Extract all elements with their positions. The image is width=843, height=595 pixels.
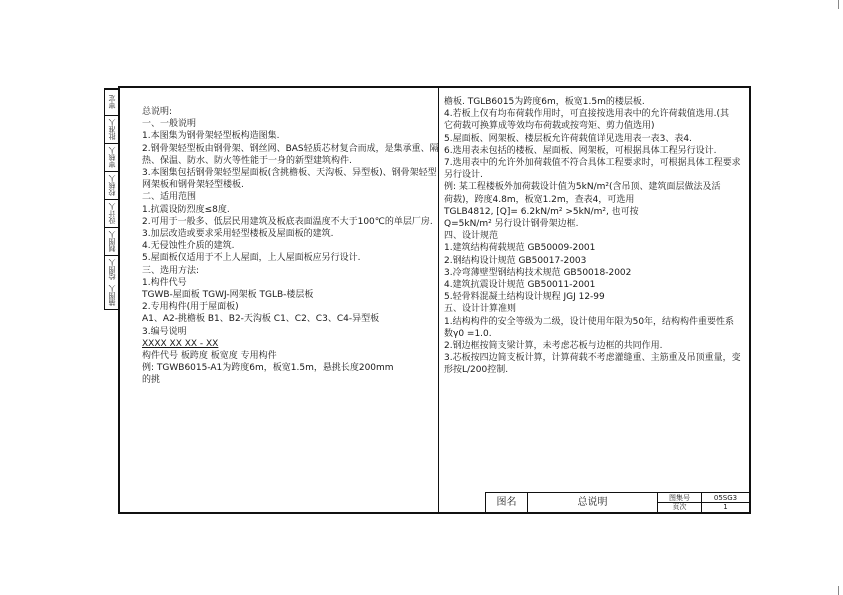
- drawing-name-label: 图名: [486, 493, 528, 512]
- section-title: 一、一般说明: [142, 119, 197, 130]
- text-line: 它荷载可换算成等效均布荷载或按弯矩、剪力值选用): [444, 121, 655, 132]
- text-line: 7.选用表中的允许外加荷载值不符合具体工程要求时，可根据具体工程要求: [444, 158, 741, 169]
- text-line: 2.钢边框按简支梁计算，未考虑芯板与边框的共同作用.: [444, 341, 663, 352]
- text-line: 5.屋面板仅适用于不上人屋面，上人屋面板应另行设计.: [142, 253, 361, 264]
- atlas-number-label: 图集号: [658, 493, 702, 503]
- text-line: 的挑: [142, 375, 161, 386]
- side-cell: 制图人: [105, 227, 119, 255]
- side-cell: 审核人: [105, 143, 119, 171]
- text-line: Q=5kN/m² 另行设计钢骨架边框.: [444, 219, 579, 230]
- code-legend: 构件代号 板跨度 板宽度 专用构件: [142, 351, 277, 362]
- section-title: 三、选用方法:: [142, 265, 200, 276]
- text-line: TGLB4812, [Q]= 6.2kN/m² >5kN/m², 也可按: [444, 206, 639, 217]
- text-line: 2.钢骨架轻型板由钢骨架、钢丝网、BAS轻质芯材复合而成，是集承重、隔: [142, 143, 439, 154]
- text-line: 形按L/200控制.: [444, 365, 509, 376]
- right-column: [444, 96, 741, 377]
- text-line: 另行设计.: [444, 170, 483, 181]
- side-cell: 校核人: [105, 171, 119, 199]
- text-line: 数γ0 =1.0.: [444, 328, 492, 339]
- side-cell: 描图人: [108, 285, 116, 307]
- page-label: 页次: [658, 503, 702, 512]
- text-line: 例: TGWB6015-A1为跨度6m，板宽1.5m，悬挑长度200mm: [142, 363, 394, 374]
- code-line: 5.轻骨料混凝土结构设计规程 JGJ 12-99: [444, 292, 605, 303]
- text-line: 2.专用构件(用于屋面板): [142, 302, 239, 313]
- code-line: 2.钢结构设计规范 GB50017-2003: [444, 255, 587, 266]
- page-value: 1: [723, 503, 728, 511]
- text-line: 2.可用于一般多、低层民用建筑及板底表面温度不大于100℃的单层厂房.: [142, 216, 433, 227]
- text-line: 3.本图集包括钢骨架轻型屋面板(含挑檐板、天沟板、异型板)、钢骨架轻型: [142, 168, 437, 179]
- text-line: 1.构件代号: [142, 277, 187, 288]
- crop-mark: [838, 586, 839, 595]
- text-line: 檐板. TGLB6015为跨度6m，板宽1.5m的楼层板.: [444, 97, 645, 107]
- section-title: 四、设计规范: [444, 231, 499, 242]
- text-line: 3.编号说明: [142, 326, 187, 337]
- text-line: 网架板和钢骨架轻型楼板.: [142, 180, 244, 191]
- text-line: 1.本图集为钢骨架轻型板构造图集.: [142, 131, 280, 142]
- code-line: 4.建筑抗震设计规范 GB50011-2001: [444, 280, 596, 291]
- text-line: 荷载)，跨度4.8m，板宽1.2m，查表4，可选用: [444, 194, 635, 205]
- text-line: 1.抗震设防烈度≤8度.: [142, 204, 230, 215]
- side-cell: 批准人: [105, 115, 119, 143]
- text-line: TGWB-屋面板 TGWJ-网架板 TGLB-楼层板: [142, 290, 314, 301]
- text-line: 3.芯板按四边简支板计算，计算荷载不考虑灌缝重、主筋重及吊顶重量，变: [444, 353, 741, 364]
- side-cell: 设计人: [105, 199, 119, 227]
- side-cell: 审定: [105, 89, 119, 115]
- code-line: 3.冷弯薄壁型钢结构技术规范 GB50018-2002: [444, 267, 632, 278]
- code-pattern: XXXX XX XX - XX: [142, 338, 219, 349]
- crop-mark: [838, 0, 839, 9]
- section-title: 二、适用范围: [142, 192, 197, 203]
- text-line: 4.无侵蚀性介质的建筑.: [142, 241, 235, 252]
- text-line: 4.若板上仅有均布荷载作用时，可直接按选用表中的允许荷载值选用.(其: [444, 109, 729, 120]
- section-title: 五、设计计算准则: [444, 304, 517, 315]
- text-line: 5.屋面板、网架板、楼层板允许荷载值详见选用表一表3、表4.: [444, 133, 692, 144]
- left-column: [142, 106, 439, 387]
- text-line: 3.加层改造或要求采用轻型楼板及屋面板的建筑.: [142, 229, 334, 240]
- code-line: 1.建筑结构荷载规范 GB50009-2001: [444, 243, 596, 254]
- text-line: 例: 某工程楼板外加荷载设计值为5kN/m²(含吊顶、建筑面层做法及活: [444, 182, 721, 193]
- heading: 总说明:: [142, 107, 173, 117]
- text-line: 6.选用表未包括的楼板、屋面板、网架板，可根据具体工程另行设计.: [444, 145, 717, 156]
- text-line: 热、保温、防水、防火等性能于一身的新型建筑构件.: [142, 155, 352, 166]
- text-line: A1、A2-挑檐板 B1、B2-天沟板 C1、C2、C3、C4-异型板: [142, 314, 380, 325]
- side-cell: 绘图人: [105, 255, 119, 283]
- title-block: [485, 492, 749, 512]
- text-line: 1.结构构件的安全等级为二级，设计使用年限为50年，结构构件重要性系: [444, 316, 735, 327]
- drawing-name-value: 总说明: [528, 493, 658, 512]
- atlas-number-value: 05SG3: [702, 493, 749, 503]
